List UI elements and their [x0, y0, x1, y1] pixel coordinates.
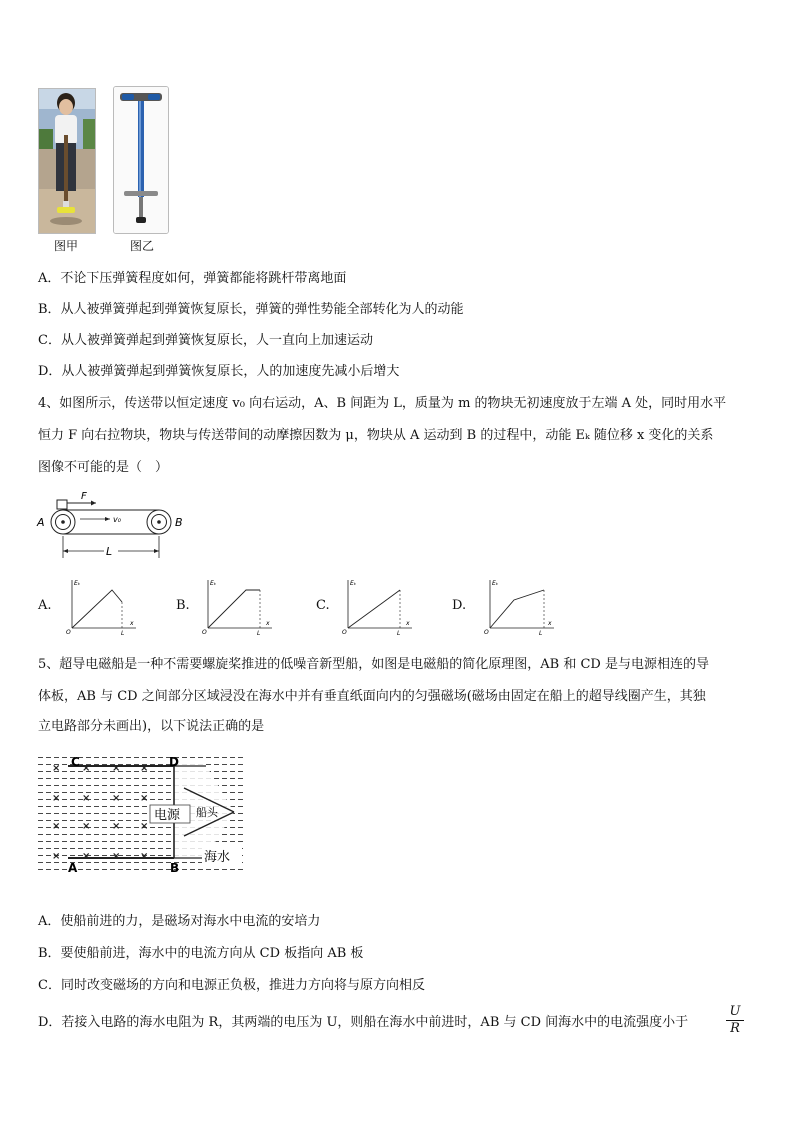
q5-stem-line1: 5、超导电磁船是一种不需要螺旋桨推进的低噪音新型船，如图是电磁船的简化原理图，AB 和 CD 是与电源相连的导	[38, 657, 709, 672]
svg-text:O: O	[202, 629, 207, 636]
figure-caption-a: 图甲	[54, 239, 79, 253]
svg-text:×: ×	[52, 763, 61, 774]
q3-option-b: B．从人被弹簧弹起到弹簧恢复原长，弹簧的弹性势能全部转化为人的动能	[38, 302, 464, 317]
svg-text:×: ×	[52, 793, 61, 804]
ek-curve	[490, 590, 544, 628]
seawater-label: 海水	[204, 850, 231, 865]
svg-text:×: ×	[82, 793, 91, 804]
q3-option-c: C．从人被弹簧弹起到弹簧恢复原长，人一直向上加速运动	[38, 333, 373, 348]
fraction-denominator: R	[730, 1021, 740, 1036]
svg-text:x: x	[266, 620, 270, 627]
boy-on-pogo-stick-photo	[38, 88, 96, 234]
svg-text:L: L	[397, 630, 401, 636]
fraction-u-over-r	[726, 1004, 744, 1037]
label-b: B	[170, 861, 180, 874]
q5-option-a: A．使船前进的力，是磁场对海水中电流的安培力	[38, 914, 321, 929]
point-b-label: B	[175, 516, 183, 529]
q4-option-d-label: D.	[452, 598, 467, 613]
svg-text:×: ×	[140, 851, 149, 862]
svg-text:×: ×	[112, 851, 121, 862]
ek-curve	[72, 590, 122, 628]
svg-text:×: ×	[112, 763, 121, 774]
q3-option-a: A．不论下压弹簧程度如何，弹簧都能将跳杆带离地面	[38, 271, 347, 286]
label-c: C	[71, 755, 80, 769]
q4-stem-line3: 图像不可能的是（ ）	[38, 460, 169, 475]
q4-graph-a	[64, 576, 140, 636]
q3-option-d: D．从人被弹簧弹起到弹簧恢复原长，人的加速度先减小后增大	[38, 364, 400, 379]
svg-text:×: ×	[52, 851, 61, 862]
svg-text:×: ×	[112, 793, 121, 804]
svg-text:×: ×	[140, 821, 149, 832]
q4-option-b-label: B.	[176, 598, 190, 613]
figure-caption-b: 图乙	[130, 239, 155, 253]
distance-label: L	[106, 545, 113, 558]
svg-text:L: L	[257, 630, 261, 636]
point-a-label: A	[37, 516, 45, 529]
svg-text:×: ×	[112, 821, 121, 832]
q5-option-d: D．若接入电路的海水电阻为 R，其两端的电压为 U，则船在海水中前进时，AB 与 CD 间海水中的电流强度小于	[38, 1015, 689, 1030]
q4-graph-d	[482, 576, 558, 636]
svg-text:Eₖ: Eₖ	[492, 580, 499, 587]
electromagnetic-ship-diagram	[38, 754, 246, 874]
svg-text:×: ×	[82, 851, 91, 862]
svg-text:O: O	[484, 629, 489, 636]
q4-option-a-label: A.	[38, 598, 52, 613]
conveyor-belt-diagram	[36, 488, 196, 564]
fraction-numerator: U	[729, 1004, 741, 1019]
svg-text:Eₖ: Eₖ	[74, 580, 81, 587]
velocity-label: v₀	[113, 515, 121, 524]
svg-text:x: x	[548, 620, 552, 627]
power-source-label: 电源	[154, 808, 181, 823]
label-d: D	[169, 755, 179, 769]
svg-text:x: x	[406, 620, 410, 627]
bow-label: 船头	[196, 806, 218, 819]
ek-curve	[208, 590, 260, 628]
q4-graph-b	[200, 576, 276, 636]
q4-graph-c	[340, 576, 416, 636]
svg-text:Eₖ: Eₖ	[350, 580, 357, 587]
q4-stem-line2: 恒力 F 向右拉物块，物块与传送带间的动摩擦因数为 μ，物块从 A 运动到 B 的过程中，动能 Eₖ 随位移 x 变化的关系	[38, 428, 714, 443]
svg-text:L: L	[121, 630, 125, 636]
ek-curve	[348, 590, 400, 628]
svg-text:×: ×	[140, 763, 149, 774]
svg-text:O: O	[342, 629, 347, 636]
svg-text:Eₖ: Eₖ	[210, 580, 217, 587]
block	[57, 500, 67, 509]
q5-option-b: B．要使船前进，海水中的电流方向从 CD 板指向 AB 板	[38, 946, 364, 961]
svg-text:×: ×	[140, 793, 149, 804]
svg-text:×: ×	[82, 821, 91, 832]
label-a: A	[68, 861, 78, 874]
q5-option-c: C．同时改变磁场的方向和电源正负极，推进力方向将与原方向相反	[38, 978, 425, 993]
svg-text:x: x	[130, 620, 134, 627]
force-label: F	[81, 491, 87, 502]
q4-stem-line1: 4、如图所示，传送带以恒定速度 v₀ 向右运动，A、B 间距为 L，质量为 m 的物块无初速度放于左端 A 处，同时用水平	[38, 396, 727, 411]
pogo-stick-photo	[113, 86, 169, 234]
svg-text:×: ×	[82, 763, 91, 774]
svg-text:L: L	[539, 630, 543, 636]
svg-text:O: O	[66, 629, 71, 636]
q5-stem-line2: 体板，AB 与 CD 之间部分区域浸没在海水中并有垂直纸面向内的匀强磁场(磁场由固定在船上的超导线圈产生，其独	[38, 689, 706, 704]
q4-option-c-label: C.	[316, 598, 330, 613]
svg-text:×: ×	[52, 821, 61, 832]
q5-stem-line3: 立电路部分未画出)，以下说法正确的是	[38, 719, 265, 734]
